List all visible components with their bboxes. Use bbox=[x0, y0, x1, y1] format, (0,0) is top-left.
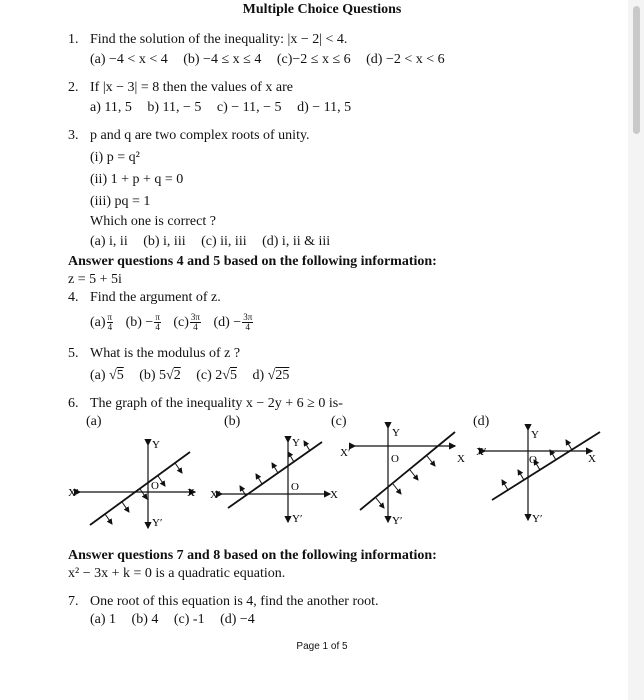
option-a: (a) i, ii bbox=[90, 234, 128, 249]
question-3-prompt: Which one is correct ? bbox=[90, 214, 216, 229]
option-b: (b) i, iii bbox=[143, 234, 186, 249]
question-1-options bbox=[90, 52, 457, 68]
graph-b-x: X bbox=[330, 489, 338, 501]
question-7: 7. One root of this equation is 4, find the another root. bbox=[68, 594, 379, 609]
graph-a-x: X bbox=[187, 487, 195, 499]
question-7-options bbox=[90, 612, 267, 628]
question-3-options bbox=[90, 234, 342, 250]
graph-b-origin: O bbox=[291, 481, 299, 493]
question-2-options bbox=[90, 100, 363, 116]
page-title: Multiple Choice Questions bbox=[242, 2, 402, 17]
option-a: (a) −4 < x < 4 bbox=[90, 52, 168, 67]
graph-d-y: Y bbox=[531, 429, 539, 441]
question-3-item-2: (ii) 1 + p + q = 0 bbox=[90, 172, 184, 187]
option-d: (d) − $\frac{3\pi}{4}$ bbox=[213, 312, 253, 333]
option-c: (c) -1 bbox=[173, 612, 205, 627]
graph-c-yprime: Y′ bbox=[392, 515, 403, 527]
graph-c bbox=[355, 428, 455, 522]
question-4-options bbox=[90, 312, 254, 334]
question-3-item-3: (iii) pq = 1 bbox=[90, 194, 151, 209]
graph-d-x: X bbox=[588, 453, 596, 465]
graph-a-xprime: X′ bbox=[68, 487, 79, 499]
graph-c-origin: O bbox=[391, 453, 399, 465]
question-4: 4. Find the argument of z. bbox=[68, 290, 221, 305]
option-d: (d) −2 < x < 6 bbox=[366, 52, 445, 67]
option-c: (c)−2 ≤ x ≤ 6 bbox=[276, 52, 351, 67]
question-3-item-1: (i) p = q² bbox=[90, 150, 140, 165]
graph-d-origin: O bbox=[529, 454, 537, 466]
info-heading-7-8: Answer questions 7 and 8 based on the following information: bbox=[68, 548, 437, 563]
option-a: (a) √5 bbox=[90, 368, 124, 383]
question-2: 2. If |x − 3| = 8 then the values of x are bbox=[68, 80, 293, 95]
graph-d-yprime: Y′ bbox=[532, 513, 543, 525]
graph-b-yprime: Y′ bbox=[292, 513, 303, 525]
question-5-options bbox=[90, 368, 301, 384]
question-1: 1. Find the solution of the inequality: |x − 2| < 4. bbox=[68, 32, 348, 47]
graph-label-a: (a) bbox=[86, 414, 102, 429]
option-c: c) − 11, − 5 bbox=[216, 100, 282, 115]
option-b: (b) 5√2 bbox=[139, 368, 181, 383]
option-d: d) √25 bbox=[252, 368, 290, 383]
graph-d bbox=[485, 430, 600, 520]
graph-b bbox=[222, 441, 330, 522]
option-c: (c) $\frac{3\pi}{4}$ bbox=[173, 312, 200, 333]
option-b: (b) − $\frac{\pi}{4}$ bbox=[125, 312, 160, 333]
option-d: (d) −4 bbox=[220, 612, 255, 627]
option-b: (b) 4 bbox=[131, 612, 159, 627]
graph-label-c: (c) bbox=[331, 414, 347, 429]
option-b: (b) −4 ≤ x ≤ 4 bbox=[183, 52, 262, 67]
graph-label-d: (d) bbox=[473, 414, 490, 429]
info-equation-7-8: x² − 3x + k = 0 is a quadratic equation. bbox=[68, 566, 286, 581]
page-footer: Page 1 of 5 bbox=[296, 641, 348, 652]
graph-c-x: X bbox=[457, 453, 465, 465]
question-3: 3. p and q are two complex roots of unity. bbox=[68, 128, 310, 143]
option-d: (d) i, ii & iii bbox=[262, 234, 331, 249]
graph-a-yprime: Y′ bbox=[152, 517, 163, 529]
graph-a bbox=[80, 445, 195, 528]
option-d: d) − 11, 5 bbox=[297, 100, 352, 115]
question-6: 6. The graph of the inequality x − 2y + 6 ≥ 0 is- bbox=[68, 396, 343, 411]
option-b: b) 11, − 5 bbox=[147, 100, 202, 115]
option-a: (a) $\frac{\pi}{4}$ bbox=[90, 312, 113, 333]
option-c: (c) ii, iii bbox=[201, 234, 247, 249]
vertical-scrollbar[interactable] bbox=[628, 0, 644, 700]
question-5: 5. What is the modulus of z ? bbox=[68, 346, 241, 361]
info-heading-4-5: Answer questions 4 and 5 based on the following information: bbox=[68, 254, 437, 269]
option-a: a) 11, 5 bbox=[90, 100, 132, 115]
graph-label-b: (b) bbox=[224, 414, 241, 429]
option-c: (c) 2√5 bbox=[196, 368, 237, 383]
option-a: (a) 1 bbox=[90, 612, 117, 627]
graph-c-xprime: X′ bbox=[340, 447, 351, 459]
graph-c-y: Y bbox=[392, 427, 400, 439]
graph-b-xprime: X′ bbox=[210, 489, 221, 501]
graph-a-origin: O bbox=[151, 480, 159, 492]
info-equation-4-5: z = 5 + 5i bbox=[68, 272, 122, 287]
graph-b-y: Y bbox=[292, 437, 300, 449]
inequality-graphs bbox=[0, 420, 644, 560]
graph-a-y: Y bbox=[152, 439, 160, 451]
graph-d-xprime: X′ bbox=[476, 446, 487, 458]
scrollbar-thumb[interactable] bbox=[633, 6, 640, 134]
